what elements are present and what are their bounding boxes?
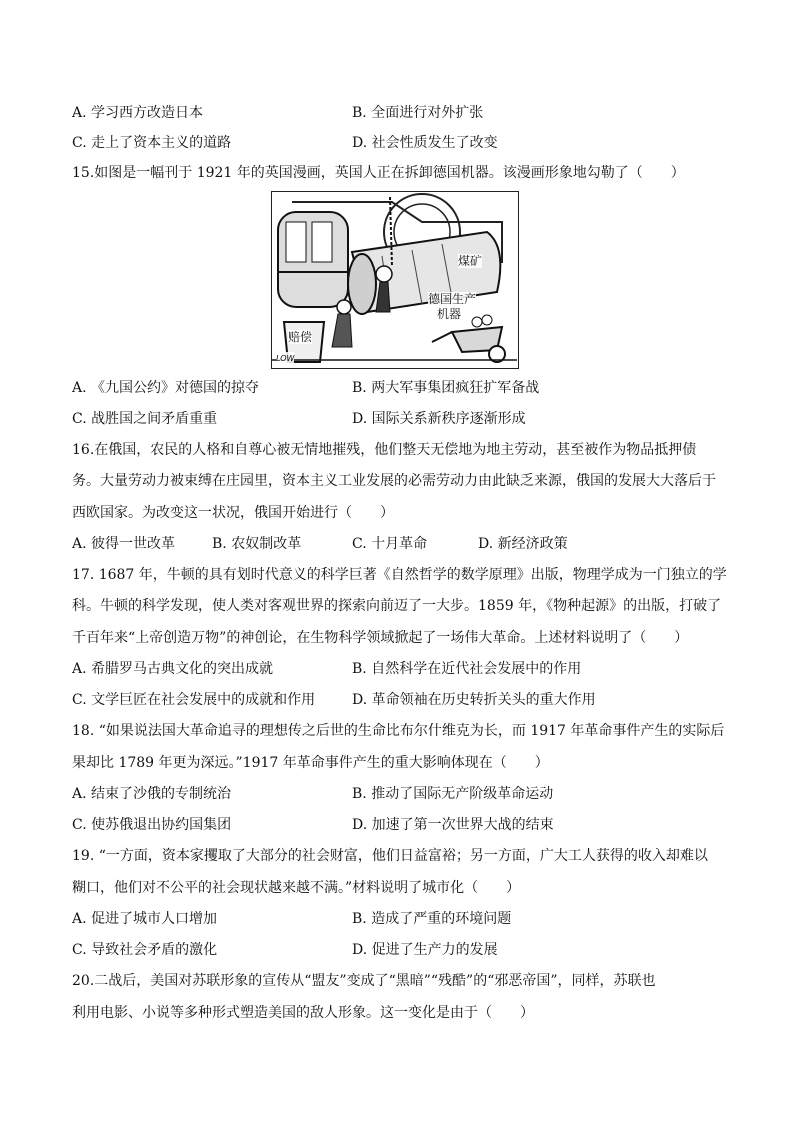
q16-option-c: C. 十月革命	[352, 536, 428, 552]
q14-option-c: C. 走上了资本主义的道路	[72, 135, 232, 151]
q14-option-d: D. 社会性质发生了改变	[352, 135, 498, 151]
q14-option-a: A. 学习西方改造日本	[72, 105, 204, 121]
cartoon-signature: LOW	[276, 352, 294, 366]
q18-stem-line1: 18. “如果说法国大革命追寻的理想传之后世的生命比布尔什维克为长，而 1917 年革命事件产生的实际后	[72, 723, 725, 739]
q17-option-d: D. 革命领袖在历史转折关头的重大作用	[352, 692, 596, 708]
q16-option-a: A. 彼得一世改革	[72, 536, 176, 552]
q17-stem-line1: 17. 1687 年，牛顿的具有划时代意义的科学巨著《自然哲学的数学原理》出版，物理学成为一门独立的学	[72, 567, 727, 583]
q15-option-a: A. 《九国公约》对德国的掠夺	[72, 380, 260, 396]
q15-option-c: C. 战胜国之间矛盾重重	[72, 411, 218, 427]
q16-stem-line1: 16.在俄国，农民的人格和自尊心被无情地摧残，他们整天无偿地为地主劳动，甚至被作为物品抵押债	[72, 442, 697, 458]
q19-stem-line1: 19. “一方面，资本家攫取了大部分的社会财富，他们日益富裕；另一方面，广大工人获得的收入却难以	[72, 848, 708, 864]
q17-option-a: A. 希腊罗马古典文化的突出成就	[72, 661, 274, 677]
q18-option-d: D. 加速了第一次世界大战的结束	[352, 817, 554, 833]
q19-stem-line2: 糊口，他们对不公平的社会现状越来越不满。”材料说明了城市化（ ）	[72, 880, 521, 896]
q17-stem-line2: 科。牛顿的科学发现，使人类对客观世界的探索向前迈了一大步。1859 年，《物种起源》的出版，打破了	[72, 598, 722, 614]
q17-stem-line3: 千百年来“上帝创造万物”的神创论，在生物科学领域掀起了一场伟大革命。上述材料说明了（ ）	[72, 630, 689, 646]
q20-stem-line1: 20.二战后，美国对苏联形象的宣传从“盟友”变成了“黑暗”“残酷”的“邪恶帝国”，同样，苏联也	[72, 973, 656, 989]
q17-option-c: C. 文学巨匠在社会发展中的成就和作用	[72, 692, 316, 708]
q16-stem-line2: 务。大量劳动力被束缚在庄园里，资本主义工业发展的必需劳动力由此缺乏来源，俄国的发展大大落后于	[72, 473, 716, 489]
cartoon-label-machine-line2: 机器	[437, 307, 462, 321]
q16-option-b: B. 农奴制改革	[212, 536, 302, 552]
q20-stem-line2: 利用电影、小说等多种形式塑造美国的敌人形象。这一变化是由于（ ）	[72, 1005, 534, 1021]
q15-cartoon	[271, 191, 519, 369]
q15-option-b: B. 两大军事集团疯狂扩军备战	[352, 380, 540, 396]
q18-option-b: B. 推动了国际无产阶级革命运动	[352, 786, 554, 802]
cartoon-label-reparations: 赔偿	[288, 330, 313, 344]
cartoon-label-machine-line1: 德国生产	[428, 292, 477, 306]
q18-stem-line2: 果却比 1789 年更为深远。”1917 年革命事件产生的重大影响体现在（ ）	[72, 755, 549, 771]
q18-option-c: C. 使苏俄退出协约国集团	[72, 817, 232, 833]
q19-option-a: A. 促进了城市人口增加	[72, 911, 218, 927]
q18-option-a: A. 结束了沙俄的专制统治	[72, 786, 232, 802]
q17-option-b: B. 自然科学在近代社会发展中的作用	[352, 661, 582, 677]
q19-option-b: B. 造成了严重的环境问题	[352, 911, 512, 927]
q19-option-d: D. 促进了生产力的发展	[352, 942, 498, 958]
q15-option-d: D. 国际关系新秩序逐渐形成	[352, 411, 526, 427]
q15-stem: 15.如图是一幅刊于 1921 年的英国漫画，英国人正在拆卸德国机器。该漫画形象地勾勒了（ ）	[72, 165, 685, 181]
q14-option-b: B. 全面进行对外扩张	[352, 105, 484, 121]
q16-option-d: D. 新经济政策	[478, 536, 568, 552]
cartoon-label-coal: 煤矿	[458, 254, 483, 268]
q19-option-c: C. 导致社会矛盾的激化	[72, 942, 218, 958]
q16-stem-line3: 西欧国家。为改变这一状况，俄国开始进行（ ）	[72, 505, 394, 521]
